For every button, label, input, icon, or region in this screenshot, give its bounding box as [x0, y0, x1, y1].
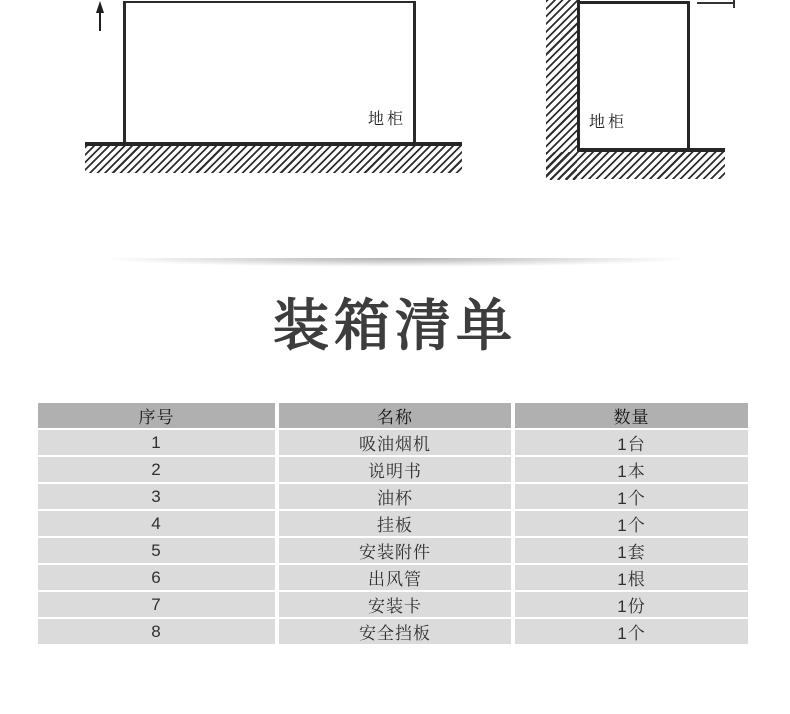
cell-qty: 1本 [515, 457, 748, 482]
cell-qty: 1份 [515, 592, 748, 617]
header-cell-qty: 数量 [515, 403, 748, 428]
cell-index: 2 [38, 457, 275, 482]
cell-qty: 1个 [515, 619, 748, 644]
table-row [38, 619, 748, 643]
cell-qty: 1个 [515, 511, 748, 536]
dimension-tick [733, 0, 735, 8]
cell-index: 8 [38, 619, 275, 644]
header-cell-index: 序号 [38, 403, 275, 428]
cell-index: 5 [38, 538, 275, 563]
page-title: 装箱清单 [273, 294, 517, 357]
cell-name: 安装附件 [279, 538, 511, 563]
cell-name: 说明书 [279, 457, 511, 482]
table-row [38, 484, 748, 508]
cell-qty: 1台 [515, 430, 748, 455]
table-row [38, 430, 748, 454]
cell-name: 吸油烟机 [279, 430, 511, 455]
table-row [38, 511, 748, 535]
floor-hatching [85, 146, 462, 173]
cell-qty: 1套 [515, 538, 748, 563]
cell-name: 安装卡 [279, 592, 511, 617]
cell-index: 6 [38, 565, 275, 590]
table-row [38, 592, 748, 616]
packing-list-table [38, 403, 748, 643]
cell-name: 安全挡板 [279, 619, 511, 644]
table-row [38, 565, 748, 589]
cell-index: 1 [38, 430, 275, 455]
cell-index: 3 [38, 484, 275, 509]
up-arrow-shaft [99, 11, 101, 31]
cabinet-label: 地柜 [368, 111, 407, 128]
table-row [38, 457, 748, 481]
cell-qty: 1根 [515, 565, 748, 590]
table-row [38, 538, 748, 562]
cell-index: 7 [38, 592, 275, 617]
cell-name: 挂板 [279, 511, 511, 536]
dimension-line [697, 2, 735, 4]
table-header-row [38, 403, 748, 427]
floor-hatching [546, 152, 725, 179]
cell-qty: 1个 [515, 484, 748, 509]
section-divider-shadow [0, 258, 790, 270]
cell-index: 4 [38, 511, 275, 536]
cell-name: 出风管 [279, 565, 511, 590]
header-cell-name: 名称 [279, 403, 511, 428]
cabinet-label: 地柜 [589, 114, 628, 131]
cell-name: 油杯 [279, 484, 511, 509]
